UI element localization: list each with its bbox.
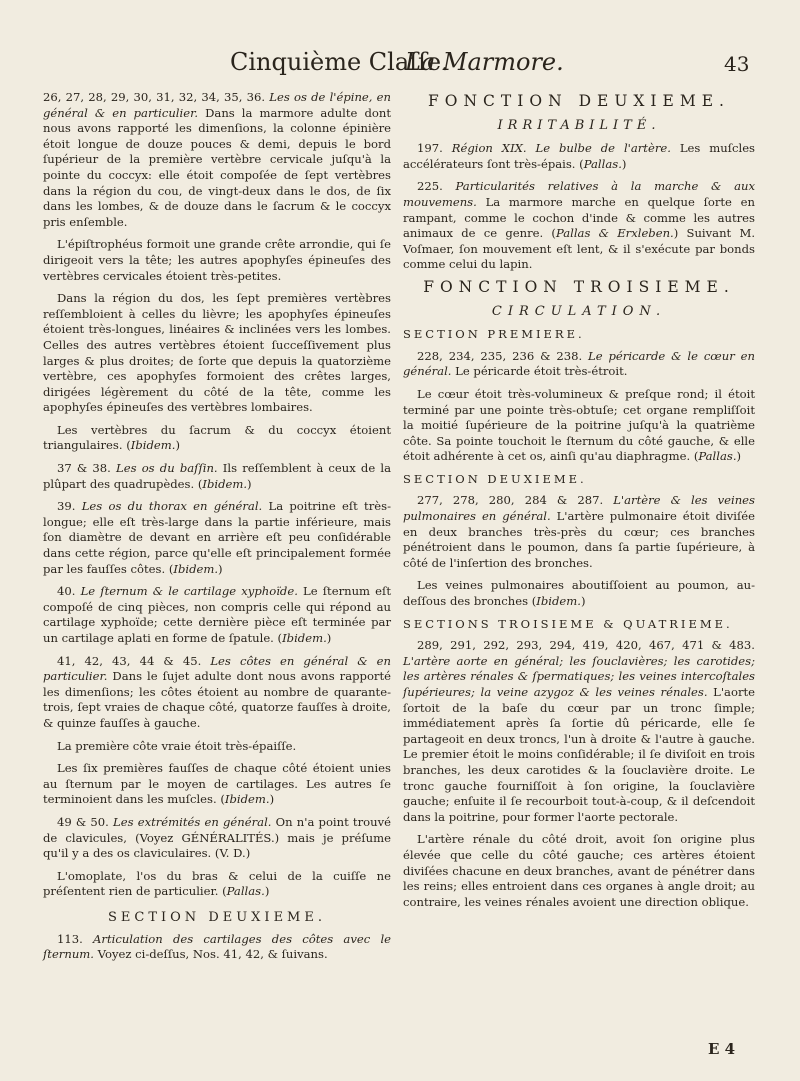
left-column [43,90,391,970]
section-heading: SECTIONS TROISIEME & QUATRIEME. [403,616,733,631]
paragraph-pericardium: 228, 234, 235, 236 & 238. Le péricarde & le cœur en général. Le péricarde étoit très-étroit. [403,348,755,379]
paragraph-first-rib: La première côte vraie étoit très-épaiſſe. [57,738,297,753]
page-number: 43 [724,52,750,76]
paragraph-extremities: 49 & 50. Les extrémités en général. On n'a point trouvé de clavicules, (Voyez GÉNÉRALITÉS.) mais je préſume qu'il y a des os claviculaires. (V. D.) [43,814,391,861]
paragraph-sacrum: Les vertèbres du ſacrum & du coccyx étoient triangulaires. (Ibidem.) [43,422,391,453]
function-heading: FONCTION DEUXIEME. [428,92,730,110]
function-heading: FONCTION TROISIEME. [423,277,735,296]
paragraph-aorta: 289, 291, 292, 293, 294, 419, 420, 467, 471 & 483. L'artère aorte en général; les ſouclavières; les carotides; les artères rénales & ſpermatiques; les veines intercoſtales ſupérieures; la veine azygoz & les veines rénales. L'aorte ſortoit de la baſe du cœur par un tronc ſimple; immédiatement après ſa ſortie dû péricarde, elle ſe partageoit en deux troncs, l'un à droite & l'autre à gauche. Le premier étoit le moins conſidérable; il ſe diviſoit en trois branches, les deux carotides & la ſouclavière droite. Le tronc gauche fourniſſoit à ſon origine, la ſouclavière gauche; enſuite il ſe recourboit tout-à-coup, & il deſcendoit dans la poitrine, pour former l'aorte pectorale. [403,638,756,824]
header-animal-title: La Marmore. [405,48,564,76]
running-header [0,48,800,84]
section-heading: SECTION DEUXIEME. [403,471,587,486]
paragraph-thorax: 39. Les os du thorax en général. La poitrine eſt très-longue; elle eſt très-large dans la partie inférieure, mais ſon diamètre de devant en arrière eſt peu conſidérable dans cette région, parce qu'elle eſt principalement formée par les fauſſes côtes. (Ibidem.) [43,499,391,576]
section-heading: SECTION DEUXIEME. [108,909,326,925]
paragraph-pelvis: 37 & 38. Les os du baſſin. Ils reſſemblent à ceux de la plûpart des quadrupèdes. (Ibidem.) [43,461,391,491]
paragraph-articulation: 113. Articulation des cartilages des côtes avec le ſternum. Voyez ci-deſſus, Nos. 41, 42, & ſuivans. [43,931,392,962]
paragraph-pulmonary-veins: Les veines pulmonaires aboutiſſoient au poumon, au-deſſous des bronches (Ibidem.) [403,578,755,609]
paragraph-sternum: 40. Le ſternum & le cartilage xyphoïde. Le ſternum eſt compoſé de cinq pièces, non compris celle qui répond au cartilage xyphoïde; cette dernière pièce eſt terminée par un cartilage aplati en forme de ſpatule. (Ibidem.) [43,584,391,645]
section-heading: SECTION PREMIERE. [403,327,585,342]
right-column [403,90,755,917]
paragraph-epistropheus: L'épiſtrophéus formoit une grande crête arrondie, qui ſe dirigeoit vers la tête; les autres apophyſes épineuſes des vertèbres cervicales étoient très-petites. [43,237,391,283]
signature-mark: E 4 [708,1040,736,1058]
paragraph-heart: Le cœur étoit très-volumineux & preſque rond; il étoit terminé par une pointe très-obtuſe; cet organe rempliſſoit la moitié ſupérieure de la poitrine juſqu'à la quatrième côte. Sa pointe touchoit le ſternum du côté gauche, & elle étoit adhérente à cet os, ainſi qu'au diaphragme. (Pallas.) [403,386,755,464]
paragraph-pulmonary-artery: 277, 278, 280, 284 & 287. L'artère & les veines pulmonaires en général. L'artère pulmonaire étoit diviſée en deux branches très-près du cœur; ces branches pénétroient dans le poumon, dans ſa partie ſupérieure, à côté de l'inſertion des bronches. [403,493,755,570]
subheading-circulation: CIRCULATION. [491,303,667,319]
paragraph-bulb: 197. Région XIX. Le bulbe de l'artère. Les muſcles accélérateurs ſont très-épais. (Pallas.) [403,141,755,171]
paragraph-renal-artery: L'artère rénale du côté droit, avoit ſon origine plus élevée que celle du côté gauche; ces artères étoient diviſées chacune en deux branches, avant de pénétrer dans les reins; elles entroient dans ces organes à angle droit; au contraire, les veines rénales avoient une direction oblique. [403,832,755,909]
paragraph-spine: 26, 27, 28, 29, 30, 31, 32, 34, 35, 36. Les os de l'épine, en général & en particulier. Dans la marmore adulte dont nous avons rapporté les dimenſions, la colonne épinière étoit longue de douze pouces & demi, depuis le bord ſupérieur de la première vertèbre cervicale juſqu'à la pointe du coccyx: elle étoit compoſée de ſept vertèbres dans la région du cou, de vingt-deux dans le dos, de ſix dans les lombes, & de douze dans le ſacrum & le coccyx pris enſemble. [43,90,391,229]
paragraph-dorsal: Dans la région du dos, les ſept premières vertèbres reſſembloient à celles du lièvre; les apophyſes épineuſes étoient très-longues, linéaires & inclinées vers les lombes. Celles des autres vertèbres étoient ſucceſſivement plus larges & plus droites; de ſorte que depuis la quatorzième vertèbre, ces apophyſes formoient des crêtes larges, dirigées légèrement du côté de la tête, comme les apophyſes épineuſes des vertèbres lombaires. [43,291,391,415]
subheading-irritability: IRRITABILITÉ. [497,117,661,133]
paragraph-omoplate: L'omoplate, l'os du bras & celui de la cuiſſe ne préſentent rien de particulier. (Pallas.) [43,868,391,899]
paragraph-movement: 225. Particularités relatives à la marche & aux mouvemens. La marmore marche en quelque ſorte en rampant, comme le cochon d'inde & comme les autres animaux de ce genre. (Pallas & Erxleben.) Suivant M. Voſmaer, ſon mouvement eſt lent, & il s'exécute par bonds comme celui du lapin. [403,179,755,272]
header-class-title: Cinquième Claſſe. [230,48,449,76]
paragraph-ribs: 41, 42, 43, 44 & 45. Les côtes en général & en particulier. Dans le ſujet adulte dont nous avons rapporté les dimenſions; les côtes étoient au nombre de quarante-trois, ſept vraies de chaque côté, quatorze fauſſes à droite, & quinze fauſſes à gauche. [43,653,391,730]
paragraph-false-ribs: Les ſix premières fauſſes de chaque côté étoient unies au ſternum par le moyen de cartilages. Les autres ſe terminoient dans les muſcles. (Ibidem.) [43,761,391,807]
